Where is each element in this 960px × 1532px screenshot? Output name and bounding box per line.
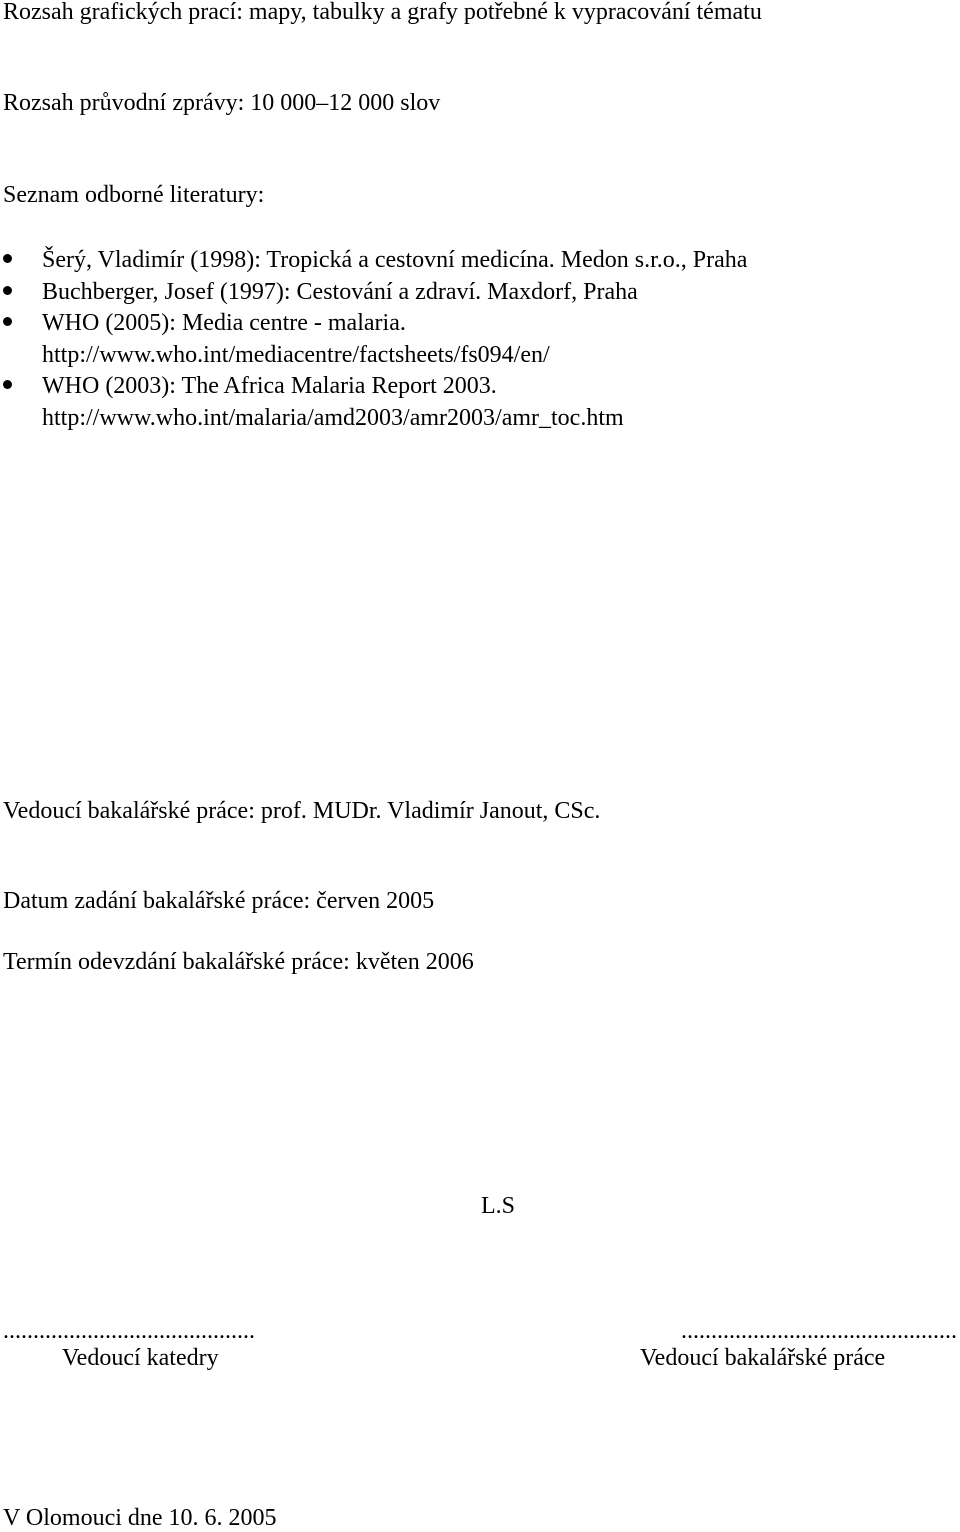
submission-date-line: Termín odevzdání bakalářské práce: květen 2006	[3, 949, 474, 975]
literature-item	[0, 245, 747, 277]
literature-item	[0, 371, 747, 434]
supervisor-line: Vedoucí bakalářské práce: prof. MUDr. Vladimír Janout, CSc.	[3, 798, 601, 824]
bullet-icon	[3, 286, 12, 295]
literature-item-text: Buchberger, Josef (1997): Cestování a zdraví. Maxdorf, Praha	[42, 278, 638, 305]
literature-item	[0, 277, 747, 309]
assignment-date-line: Datum zadání bakalářské práce: červen 2005	[3, 888, 435, 914]
literature-item	[0, 308, 747, 371]
left-signature-label: Vedoucí katedry	[62, 1345, 219, 1371]
literature-item-url: http://www.who.int/mediacentre/factsheets/fs094/en/	[42, 341, 550, 368]
bullet-icon	[3, 317, 12, 326]
left-signature-dots: ..........................................	[3, 1318, 255, 1344]
seal-mark: L.S	[481, 1193, 516, 1219]
literature-list	[0, 245, 747, 434]
literature-item-text: WHO (2005): Media centre - malaria.	[42, 310, 406, 336]
bullet-icon	[3, 380, 12, 389]
literature-heading: Seznam odborné literatury:	[3, 182, 265, 208]
right-signature-label: Vedoucí bakalářské práce	[640, 1345, 886, 1371]
report-scope-line: Rozsah průvodní zprávy: 10 000–12 000 slov	[3, 90, 441, 116]
place-date-line: V Olomouci dne 10. 6. 2005	[3, 1505, 277, 1531]
literature-item-text: WHO (2003): The Africa Malaria Report 2003.	[42, 373, 497, 399]
bullet-icon	[3, 254, 12, 263]
literature-item-url: http://www.who.int/malaria/amd2003/amr2003/amr_toc.htm	[42, 404, 624, 431]
literature-item-text: Šerý, Vladimír (1998): Tropická a cestovní medicína. Medon s.r.o., Praha	[42, 247, 748, 273]
graphics-scope-line: Rozsah grafických prací: mapy, tabulky a grafy potřebné k vypracování tématu	[3, 0, 762, 25]
right-signature-dots: ..............................................	[681, 1318, 957, 1344]
